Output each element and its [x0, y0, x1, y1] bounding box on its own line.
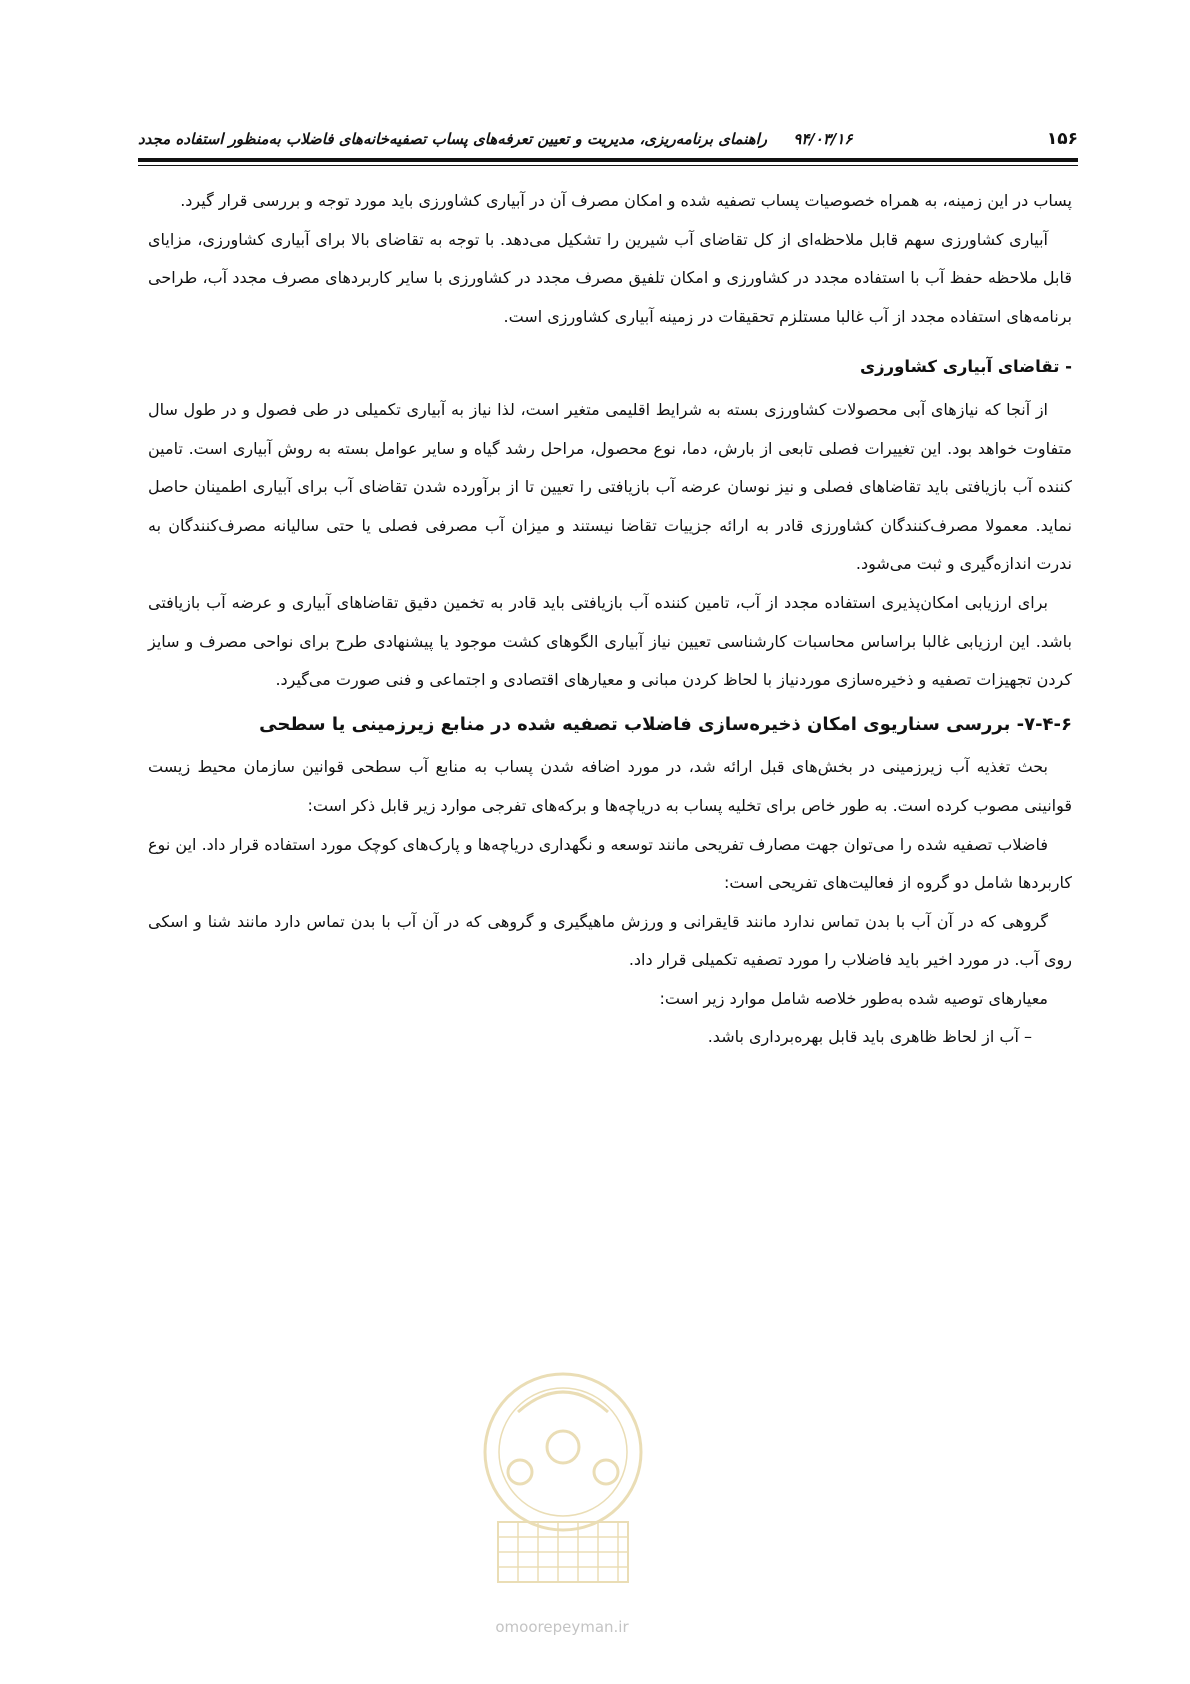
- header-rule-thin: [138, 165, 1078, 166]
- section-heading: ۷-۴-۶- بررسی سناریوی امکان ذخیره‌سازی فاضلاب تصفیه شده در منابع زیرزمینی یا سطحی: [259, 713, 1072, 735]
- page-header: [138, 124, 1078, 154]
- running-title-code: ۹۴/۰۳/۱۶: [793, 130, 853, 148]
- paragraph: آبیاری کشاورزی سهم قابل ملاحظه‌ای از کل تقاضای آب شیرین را تشکیل می‌دهد. با توجه به تقاضای بالا برای آبیاری کشاورزی، مزایای قابل ملاحظه حفظ آب با استفاده مجدد در کشاورزی و امکان تلفیق مصرف مجدد در کشاورزی با سایر کاربردهای مصرف مجدد آب، طراحی برنامه‌های استفاده مجدد از آب غالبا مستلزم تحقیقات در زمینه آبیاری کشاورزی است.: [148, 229, 1072, 326]
- document-body: [148, 182, 1072, 1057]
- list-item: – آب از لحاظ ظاهری باید قابل بهره‌برداری باشد.: [707, 1027, 1032, 1047]
- paragraph: فاضلاب تصفیه شده را می‌توان جهت مصارف تفریحی مانند توسعه و نگهداری دریاچه‌ها و پارک‌های کوچک مورد استفاده قرار داد. این نوع کاربردها شامل دو گروه از فعالیت‌های تفریحی است:: [148, 834, 1072, 893]
- paragraph: برای ارزیابی امکان‌پذیری استفاده مجدد از آب، تامین کننده آب بازیافتی باید قادر به تخمین دقیق تقاضاهای آبیاری و عرضه آب بازیافتی باشد. این ارزیابی غالبا براساس محاسبات کارشناسی تعیین نیاز آبیاری الگوهای کشت موجود یا پیشنهادی طرح برای نواحی مصرف و سایز کردن تجهیزات تصفیه و ذخیره‌سازی موردنیاز با لحاظ کردن مبانی و معیارهای اقتصادی و اجتماعی و فنی صورت می‌گیرد.: [148, 592, 1072, 690]
- paragraph: از آنجا که نیازهای آبی محصولات کشاورزی بسته به شرایط اقلیمی متغیر است، لذا نیاز به آبیاری تکمیلی در طی فصول و در طول سال متفاوت خواهد بود. این تغییرات فصلی تابعی از بارش، دما، نوع محصول، مراحل رشد گیاه و سایر عوامل بسته به روش آبیاری است. تامین کننده آب بازیافتی باید تقاضاهای فصلی و نیز نوسان عرضه آب بازیافتی را تعیین تا از برآورده شدن تقاضای آب برای آبیاری اطمینان حاصل نماید. معمولا مصرف‌کنندگان کشاورزی قادر به ارائه جزییات تقاضا نیستند و میزان آب مصرفی فصلی یا حتی سالیانه مصرف‌کنندگان به ندرت اندازه‌گیری و ثبت می‌شود.: [148, 399, 1072, 574]
- paragraph: گروهی که در آن آب با بدن تماس ندارد مانند قایقرانی و ورزش ماهیگیری و گروهی که در آن آب با بدن تماس دارد مانند شنا و اسکی روی آب. در مورد اخیر باید فاضلاب را مورد تصفیه تکمیلی قرار داد.: [148, 911, 1072, 970]
- paragraph: پساب در این زمینه، به همراه خصوصیات پساب تصفیه شده و امکان مصرف آن در آبیاری کشاورزی باید مورد توجه و بررسی قرار گیرد.: [180, 191, 1072, 210]
- paragraph: معیارهای توصیه شده به‌طور خلاصه شامل موارد زیر است:: [659, 988, 1048, 1008]
- running-title-text: راهنمای برنامه‌ریزی، مدیریت و تعیین تعرفه‌های پساب تصفیه‌خانه‌های فاضلاب به‌منظور استفاده مجدد: [138, 130, 768, 148]
- subheading: - تقاضای آبیاری کشاورزی: [860, 357, 1072, 377]
- running-title: [138, 130, 852, 148]
- paragraph: بحث تغذیه آب زیرزمینی در بخش‌های قبل ارائه شد، در مورد اضافه شدن پساب به منابع آب سطحی قوانین سازمان محیط زیست قوانینی مصوب کرده است. به طور خاص برای تخلیه پساب به دریاچه‌ها و برکه‌های تفرجی موارد زیر قابل ذکر است:: [148, 757, 1072, 815]
- watermark-site: omoorepeyman.ir: [495, 1618, 629, 1636]
- page-number: ۱۵۶: [1046, 129, 1078, 149]
- header-rule-thick: [138, 158, 1078, 162]
- watermark-seal-icon: [478, 1352, 648, 1602]
